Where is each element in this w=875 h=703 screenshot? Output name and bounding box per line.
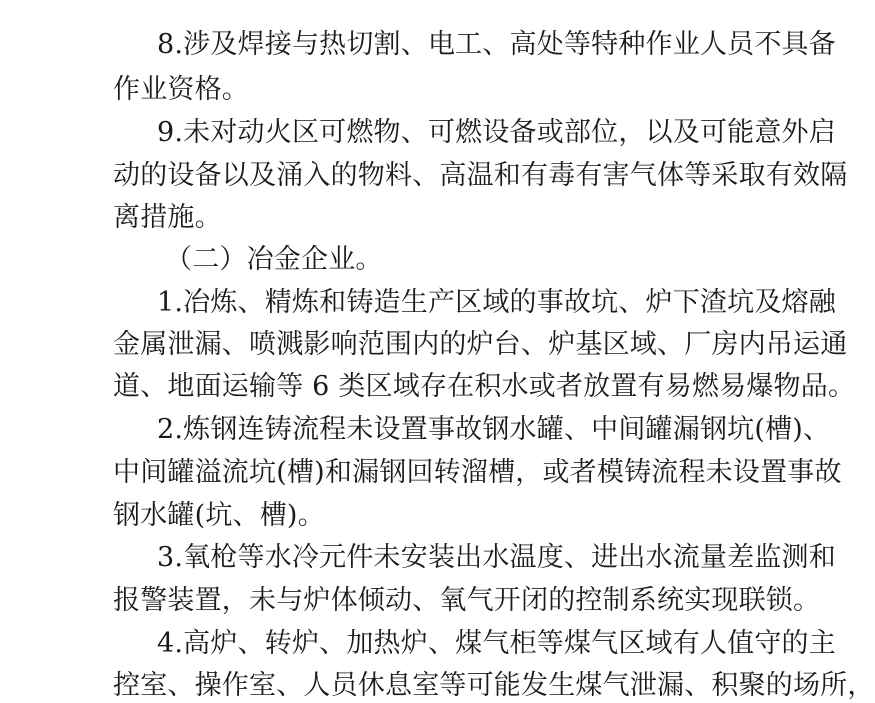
- item-1-line-1: 1.冶炼、精炼和铸造生产区域的事故坑、炉下渣坑及熔融: [157, 287, 836, 318]
- item-2-line-3: 钢水罐(坑、槽)。: [113, 500, 325, 531]
- item-3-line-2: 报警装置，未与炉体倾动、氧气开闭的控制系统实现联锁。: [113, 585, 821, 616]
- item-9-line-3: 离措施。: [113, 202, 222, 233]
- item-9-line-2: 动的设备以及涌入的物料、高温和有毒有害气体等采取有效隔: [113, 160, 848, 191]
- section-heading: （二）冶金企业。: [165, 244, 383, 275]
- item-8-line-1: 8.涉及焊接与热切割、电工、高处等特种作业人员不具备: [157, 29, 836, 60]
- item-2-line-2: 中间罐溢流坑(槽)和漏钢回转溜槽，或者模铸流程未设置事故: [113, 457, 842, 488]
- item-4-line-2: 控室、操作室、人员休息室等可能发生煤气泄漏、积聚的场所，: [113, 670, 875, 701]
- item-4-line-1: 4.高炉、转炉、加热炉、煤气柜等煤气区域有人值守的主: [157, 628, 836, 659]
- item-1-line-3: 道、地面运输等 6 类区域存在积水或者放置有易燃易爆物品。: [113, 371, 856, 402]
- item-2-line-1: 2.炼钢连铸流程未设置事故钢水罐、中间罐漏钢坑(槽)、: [157, 414, 831, 445]
- item-8-line-2: 作业资格。: [113, 74, 249, 105]
- item-9-line-1: 9.未对动火区可燃物、可燃设备或部位，以及可能意外启: [157, 117, 836, 148]
- item-3-line-1: 3.氧枪等水冷元件未安装出水温度、进出水流量差监测和: [157, 542, 836, 573]
- item-1-line-2: 金属泄漏、喷溅影响范围内的炉台、炉基区域、厂房内吊运通: [113, 329, 848, 360]
